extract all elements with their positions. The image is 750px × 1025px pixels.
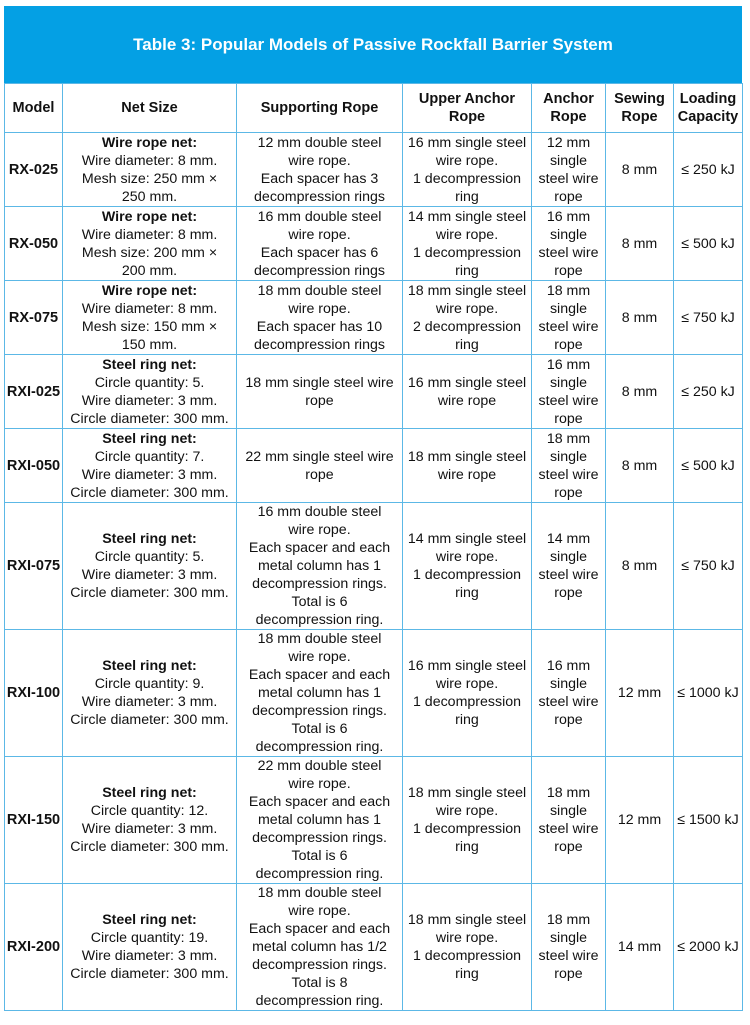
upper-anchor-rope-cell <box>403 630 532 757</box>
net-size-cell <box>63 281 237 355</box>
cell-line: 12 mm <box>546 134 591 151</box>
cell-line: decompression ring. <box>255 866 384 882</box>
net-type-label: Steel ring net: <box>102 658 197 674</box>
cell-line: Each spacer and each <box>248 921 391 937</box>
net-spec-line: Mesh size: 150 mm × <box>81 318 218 335</box>
cell-line: rope <box>554 484 583 501</box>
cell-line: decompression ring. <box>255 612 384 628</box>
cell-line: metal column has 1 <box>257 685 382 701</box>
table-row <box>5 757 743 884</box>
cell-line: steel wire <box>538 466 599 483</box>
anchor-rope-cell <box>532 429 606 503</box>
cell-line: Each spacer and each <box>248 540 391 556</box>
model-cell: RXI-075 <box>5 503 63 630</box>
net-spec-line: Wire diameter: 3 mm. <box>81 567 218 583</box>
cell-line: single <box>549 448 588 465</box>
cell-line: wire rope. <box>288 649 351 665</box>
table-row <box>5 355 743 429</box>
sewing-rope-cell: 8 mm <box>606 429 674 503</box>
cell-line: 16 mm <box>546 208 591 225</box>
net-type-label: Steel ring net: <box>102 912 197 928</box>
cell-line: rope <box>554 839 583 855</box>
cell-line: Total is 6 <box>291 848 348 864</box>
cell-line: 2 decompression <box>412 318 522 335</box>
loading-capacity-cell: ≤ 750 kJ <box>674 281 743 355</box>
supporting-rope-cell <box>237 355 403 429</box>
cell-line: wire rope. <box>435 152 499 169</box>
cell-line: 16 mm single steel <box>407 374 527 391</box>
table-body <box>5 133 743 1011</box>
net-spec-line: Circle diameter: 300 mm. <box>70 484 229 501</box>
supporting-rope-cell <box>237 281 403 355</box>
net-type-label: Steel ring net: <box>102 785 197 801</box>
cell-line: rope <box>554 262 583 279</box>
loading-capacity-cell: ≤ 1000 kJ <box>674 630 743 757</box>
cell-line: rope <box>305 466 334 483</box>
cell-line: decompression rings <box>254 262 385 279</box>
cell-line: metal column has 1 <box>257 812 382 828</box>
net-size-cell <box>63 207 237 281</box>
supporting-rope-cell <box>237 757 403 884</box>
cell-line: steel wire <box>538 948 599 964</box>
cell-line: metal column has 1/2 <box>252 939 387 955</box>
net-spec-line: Circle quantity: 19. <box>90 930 209 946</box>
loading-capacity-cell: ≤ 2000 kJ <box>674 884 743 1011</box>
cell-line: metal column has 1 <box>257 558 382 574</box>
cell-line: decompression rings. <box>252 957 387 973</box>
upper-anchor-rope-cell <box>403 281 532 355</box>
net-spec-line: 150 mm. <box>121 336 178 353</box>
cell-line: steel wire <box>538 244 599 261</box>
col-header-upper-anchor-rope: Upper Anchor Rope <box>403 84 532 133</box>
net-spec-line: Wire diameter: 3 mm. <box>81 694 218 710</box>
net-size-cell <box>63 429 237 503</box>
cell-line: 16 mm single steel <box>407 134 527 151</box>
cell-line: decompression ring. <box>255 993 384 1009</box>
table-row <box>5 133 743 207</box>
cell-line: single <box>549 803 588 819</box>
col-header-anchor-rope: Anchor Rope <box>532 84 606 133</box>
cell-line: rope <box>554 188 583 205</box>
cell-line: decompression rings <box>254 188 385 205</box>
supporting-rope-cell <box>237 429 403 503</box>
cell-line: wire rope. <box>435 300 499 317</box>
cell-line: Total is 6 <box>291 721 348 737</box>
net-type-label: Wire rope net: <box>101 208 198 225</box>
net-type-label: Steel ring net: <box>102 356 197 373</box>
net-spec-line: Mesh size: 200 mm × <box>81 244 218 261</box>
net-spec-line: Circle diameter: 300 mm. <box>70 839 229 855</box>
table-row <box>5 503 743 630</box>
sewing-rope-cell: 8 mm <box>606 503 674 630</box>
cell-line: 18 mm <box>546 282 591 299</box>
model-cell: RX-050 <box>5 207 63 281</box>
upper-anchor-rope-cell <box>403 207 532 281</box>
cell-line: decompression rings. <box>252 830 387 846</box>
cell-line: Total is 8 <box>291 975 348 991</box>
table-container <box>4 6 742 1011</box>
cell-line: decompression ring. <box>255 739 384 755</box>
upper-anchor-rope-cell <box>403 355 532 429</box>
cell-line: Total is 6 <box>291 594 348 610</box>
cell-line: 1 decompression <box>412 694 522 710</box>
net-spec-line: Wire diameter: 3 mm. <box>81 948 218 964</box>
cell-line: decompression rings. <box>252 576 387 592</box>
net-spec-line: Wire diameter: 8 mm. <box>81 226 218 243</box>
supporting-rope-cell <box>237 207 403 281</box>
net-spec-line: Circle quantity: 12. <box>90 803 209 819</box>
cell-line: 18 mm single steel wire <box>245 374 394 391</box>
model-cell: RX-025 <box>5 133 63 207</box>
sewing-rope-cell: 8 mm <box>606 355 674 429</box>
table-row <box>5 630 743 757</box>
model-cell: RXI-025 <box>5 355 63 429</box>
cell-line: wire rope. <box>435 549 499 565</box>
net-spec-line: 200 mm. <box>121 262 178 279</box>
cell-line: 18 mm <box>546 430 591 447</box>
cell-line: wire rope. <box>288 776 351 792</box>
cell-line: 18 mm double steel <box>257 885 382 901</box>
sewing-rope-cell: 8 mm <box>606 281 674 355</box>
anchor-rope-cell <box>532 355 606 429</box>
net-size-cell <box>63 355 237 429</box>
cell-line: rope <box>554 712 583 728</box>
col-header-loading-capacity: Loading Capacity <box>674 84 743 133</box>
loading-capacity-cell: ≤ 750 kJ <box>674 503 743 630</box>
cell-line: 18 mm <box>546 785 591 801</box>
net-type-label: Wire rope net: <box>101 282 198 299</box>
anchor-rope-cell <box>532 884 606 1011</box>
cell-line: rope <box>554 410 583 427</box>
net-type-label: Wire rope net: <box>101 134 198 151</box>
upper-anchor-rope-cell <box>403 133 532 207</box>
net-size-cell <box>63 884 237 1011</box>
header-row <box>5 84 743 133</box>
cell-line: wire rope <box>437 392 497 409</box>
cell-line: rope <box>554 585 583 601</box>
anchor-rope-cell <box>532 757 606 884</box>
net-size-cell <box>63 133 237 207</box>
cell-line: 12 mm double steel <box>257 134 382 151</box>
cell-line: ring <box>455 188 479 205</box>
table-row <box>5 281 743 355</box>
col-header-sewing-rope: Sewing Rope <box>606 84 674 133</box>
cell-line: 1 decompression <box>412 170 522 187</box>
model-cell: RX-075 <box>5 281 63 355</box>
loading-capacity-cell: ≤ 500 kJ <box>674 429 743 503</box>
anchor-rope-cell <box>532 281 606 355</box>
cell-line: wire rope <box>437 466 497 483</box>
upper-anchor-rope-cell <box>403 884 532 1011</box>
table-row <box>5 884 743 1011</box>
net-type-label: Steel ring net: <box>102 531 197 547</box>
cell-line: wire rope. <box>435 803 499 819</box>
net-spec-line: Circle quantity: 5. <box>94 374 205 391</box>
cell-line: single <box>549 374 588 391</box>
upper-anchor-rope-cell <box>403 503 532 630</box>
net-spec-line: Circle quantity: 9. <box>94 676 205 692</box>
cell-line: rope <box>554 966 583 982</box>
cell-line: steel wire <box>538 170 599 187</box>
cell-line: ring <box>455 966 479 982</box>
net-spec-line: Mesh size: 250 mm × <box>81 170 218 187</box>
cell-line: steel wire <box>538 318 599 335</box>
col-header-model: Model <box>5 84 63 133</box>
upper-anchor-rope-cell <box>403 757 532 884</box>
model-cell: RXI-100 <box>5 630 63 757</box>
cell-line: ring <box>455 262 479 279</box>
net-spec-line: Circle diameter: 300 mm. <box>70 712 229 728</box>
model-cell: RXI-050 <box>5 429 63 503</box>
net-spec-line: Circle diameter: 300 mm. <box>70 585 229 601</box>
sewing-rope-cell: 12 mm <box>606 757 674 884</box>
cell-line: single <box>549 226 588 243</box>
net-spec-line: Wire diameter: 8 mm. <box>81 152 218 169</box>
net-spec-line: Wire diameter: 3 mm. <box>81 821 218 837</box>
cell-line: wire rope. <box>435 930 499 946</box>
cell-line: decompression rings. <box>252 703 387 719</box>
cell-line: wire rope. <box>288 152 351 169</box>
cell-line: 18 mm double steel <box>257 631 382 647</box>
cell-line: ring <box>455 585 479 601</box>
table-title: Table 3: Popular Models of Passive Rockfall Barrier System <box>4 6 742 83</box>
cell-line: 18 mm single steel <box>407 912 527 928</box>
cell-line: 16 mm double steel <box>257 504 382 520</box>
net-spec-line: Wire diameter: 3 mm. <box>81 466 218 483</box>
cell-line: ring <box>455 712 479 728</box>
cell-line: 1 decompression <box>412 567 522 583</box>
cell-line: Each spacer has 10 <box>256 318 383 335</box>
table-row <box>5 207 743 281</box>
cell-line: wire rope. <box>435 676 499 692</box>
cell-line: single <box>549 676 588 692</box>
cell-line: single <box>549 549 588 565</box>
cell-line: rope <box>305 392 334 409</box>
anchor-rope-cell <box>532 133 606 207</box>
net-size-cell <box>63 757 237 884</box>
net-spec-line: 250 mm. <box>121 188 178 205</box>
cell-line: 18 mm single steel <box>407 282 527 299</box>
cell-line: Each spacer has 6 <box>260 244 379 261</box>
net-spec-line: Wire diameter: 8 mm. <box>81 300 218 317</box>
cell-line: 18 mm single steel <box>407 785 527 801</box>
net-spec-line: Wire diameter: 3 mm. <box>81 392 218 409</box>
cell-line: Each spacer and each <box>248 794 391 810</box>
cell-line: 16 mm <box>546 658 591 674</box>
cell-line: 16 mm <box>546 356 591 373</box>
cell-line: single <box>549 300 588 317</box>
anchor-rope-cell <box>532 630 606 757</box>
cell-line: 14 mm <box>546 531 591 547</box>
net-spec-line: Circle diameter: 300 mm. <box>70 966 229 982</box>
upper-anchor-rope-cell <box>403 429 532 503</box>
cell-line: 14 mm single steel <box>407 208 527 225</box>
cell-line: Each spacer has 3 <box>260 170 379 187</box>
anchor-rope-cell <box>532 207 606 281</box>
cell-line: 14 mm single steel <box>407 531 527 547</box>
loading-capacity-cell: ≤ 500 kJ <box>674 207 743 281</box>
cell-line: 16 mm single steel <box>407 658 527 674</box>
supporting-rope-cell <box>237 503 403 630</box>
cell-line: 22 mm single steel wire <box>245 448 394 465</box>
cell-line: single <box>549 152 588 169</box>
cell-line: steel wire <box>538 821 599 837</box>
cell-line: steel wire <box>538 567 599 583</box>
cell-line: ring <box>455 839 479 855</box>
loading-capacity-cell: ≤ 250 kJ <box>674 355 743 429</box>
cell-line: 18 mm <box>546 912 591 928</box>
cell-line: Each spacer and each <box>248 667 391 683</box>
cell-line: wire rope. <box>288 522 351 538</box>
model-cell: RXI-200 <box>5 884 63 1011</box>
model-cell: RXI-150 <box>5 757 63 884</box>
cell-line: 18 mm single steel <box>407 448 527 465</box>
sewing-rope-cell: 8 mm <box>606 207 674 281</box>
cell-line: rope <box>554 336 583 353</box>
cell-line: steel wire <box>538 694 599 710</box>
loading-capacity-cell: ≤ 1500 kJ <box>674 757 743 884</box>
cell-line: 16 mm double steel <box>257 208 382 225</box>
net-spec-line: Circle diameter: 300 mm. <box>70 410 229 427</box>
net-size-cell <box>63 503 237 630</box>
cell-line: wire rope. <box>288 226 351 243</box>
supporting-rope-cell <box>237 630 403 757</box>
net-spec-line: Circle quantity: 7. <box>94 448 205 465</box>
cell-line: 1 decompression <box>412 821 522 837</box>
net-size-cell <box>63 630 237 757</box>
supporting-rope-cell <box>237 884 403 1011</box>
cell-line: 1 decompression <box>412 244 522 261</box>
cell-line: wire rope. <box>288 300 351 317</box>
models-table <box>4 83 743 1011</box>
sewing-rope-cell: 14 mm <box>606 884 674 1011</box>
sewing-rope-cell: 12 mm <box>606 630 674 757</box>
net-spec-line: Circle quantity: 5. <box>94 549 205 565</box>
table-row <box>5 429 743 503</box>
col-header-supporting-rope: Supporting Rope <box>237 84 403 133</box>
cell-line: 22 mm double steel <box>257 758 382 774</box>
cell-line: wire rope. <box>435 226 499 243</box>
net-type-label: Steel ring net: <box>102 430 197 447</box>
sewing-rope-cell: 8 mm <box>606 133 674 207</box>
cell-line: 18 mm double steel <box>257 282 382 299</box>
supporting-rope-cell <box>237 133 403 207</box>
anchor-rope-cell <box>532 503 606 630</box>
cell-line: 1 decompression <box>412 948 522 964</box>
cell-line: single <box>549 930 588 946</box>
loading-capacity-cell: ≤ 250 kJ <box>674 133 743 207</box>
cell-line: wire rope. <box>288 903 351 919</box>
cell-line: decompression rings <box>254 336 385 353</box>
cell-line: steel wire <box>538 392 599 409</box>
col-header-net-size: Net Size <box>63 84 237 133</box>
cell-line: ring <box>455 336 479 353</box>
